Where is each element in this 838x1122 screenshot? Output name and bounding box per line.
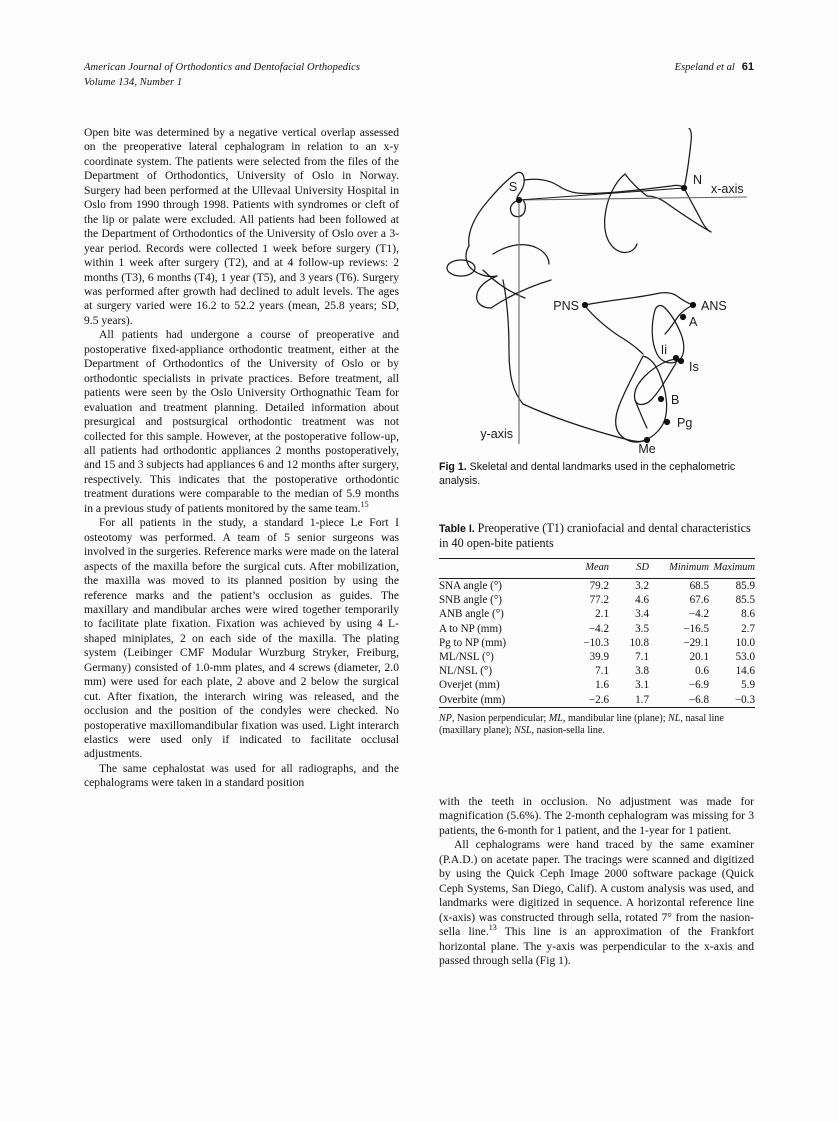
table-row xyxy=(439,607,755,621)
figure-caption-text: Skeletal and dental landmarks used in the cephalometric analysis. xyxy=(439,461,736,487)
figure-caption-label: Fig 1. xyxy=(439,461,467,473)
table-row xyxy=(439,693,755,708)
cell-sd: 3.5 xyxy=(635,622,649,635)
cell-name: SNA angle (°) xyxy=(439,579,559,594)
frontal-bone xyxy=(684,128,691,188)
cell-sd: 4.6 xyxy=(635,594,649,607)
landmark-point-B xyxy=(658,396,664,402)
label-S: S xyxy=(508,180,518,194)
right-text-column xyxy=(439,795,754,968)
mandibular-lower-border xyxy=(523,404,647,442)
cell-min: 0.6 xyxy=(695,665,709,678)
cell-min: −6.8 xyxy=(688,693,709,706)
table-header-row xyxy=(439,559,755,579)
label-Me: Me xyxy=(638,442,656,453)
paragraph-6 xyxy=(439,838,754,968)
cell-sd: 3.4 xyxy=(635,608,649,621)
column-header-sd: SD xyxy=(609,559,649,579)
cell-name: Pg to NP (mm) xyxy=(439,636,507,649)
occipital-condyle xyxy=(477,276,497,308)
journal-title: American Journal of Orthodontics and Dentofacial Orthopedics xyxy=(84,62,361,73)
cell-mean: 77.2 xyxy=(589,594,609,607)
cell-max: 5.9 xyxy=(741,679,755,692)
cell-sd: 3.1 xyxy=(635,679,649,692)
upper-incisor xyxy=(652,306,684,363)
cell-name: Overbite (mm) xyxy=(439,693,506,706)
label-Ii: Ii xyxy=(660,343,667,357)
cell-mean: −10.3 xyxy=(583,636,609,649)
table-footnote xyxy=(439,713,755,738)
paragraph-5: with the teeth in occlusion. No adjustment was made for magnification (5.6%). The 2-month cephalogram was missing for 3 patients, the 6-month for 1 patient, and the 1-year for 1 patient. xyxy=(439,795,754,837)
running-head-right xyxy=(675,60,754,75)
cell-max: 2.7 xyxy=(741,622,755,635)
cell-name: ANB angle (°) xyxy=(439,608,504,621)
landmark-points xyxy=(516,185,696,443)
paragraph-2 xyxy=(84,328,399,516)
label-B: B xyxy=(671,393,680,407)
reference-marker-13: 13 xyxy=(488,923,497,933)
running-head xyxy=(84,60,754,94)
cell-max: 85.5 xyxy=(735,594,755,607)
paragraph-4: The same cephalostat was used for all radiographs, and the cephalograms were taken in a standard position xyxy=(84,761,399,790)
reference-axes xyxy=(519,197,747,444)
landmark-point-N xyxy=(681,185,687,191)
table-footnote-text: NP, Nasion perpendicular; ML, mandibular line (plane); NL, nasal line (maxillary plane); NSL, nasion-sella line. xyxy=(439,712,724,737)
orbital-floor-curve xyxy=(605,174,637,253)
cell-min: 67.6 xyxy=(689,594,709,607)
ramus-posterior-border xyxy=(503,280,523,404)
cell-min: 68.5 xyxy=(649,579,709,594)
label-ANS: ANS xyxy=(701,299,727,313)
cell-mean: −4.2 xyxy=(588,622,609,635)
label-y-axis: y-axis xyxy=(480,427,513,441)
characteristics-table xyxy=(439,558,755,708)
landmark-point-S xyxy=(516,197,522,203)
left-text-column xyxy=(84,126,399,791)
posterior-cranial-base xyxy=(466,246,497,277)
paragraph-6-tail: This line is an approximation of the Frankfort horizontal plane. The y-axis was perpendicular to the x-axis and passed through sella (Fig 1). xyxy=(439,925,754,967)
table-row xyxy=(439,579,755,594)
nasal-dorsum xyxy=(684,188,711,232)
orbit-rim-upper xyxy=(625,174,647,196)
table-title-text: Preoperative (T1) craniofacial and dental characteristics in 40 open-bite patients xyxy=(439,521,751,550)
label-Is: Is xyxy=(689,360,699,374)
cell-mean: −2.6 xyxy=(588,693,609,706)
table-body xyxy=(439,579,755,708)
reference-marker-15: 15 xyxy=(360,499,369,509)
cell-name: Overjet (mm) xyxy=(439,679,500,692)
column-header-minimum: Minimum xyxy=(649,559,709,579)
column-header-mean: Mean xyxy=(559,559,609,579)
cell-max: 14.6 xyxy=(735,665,755,678)
figure-1-caption xyxy=(439,461,755,488)
table-row xyxy=(439,678,755,692)
landmark-point-Is xyxy=(678,358,684,364)
paragraph-6-text: All cephalograms were hand traced by the same examiner (P.A.D.) on acetate paper. The tracings were scanned and digitized by using the Quick Ceph Image 2000 software package (Quick Ceph Systems, San Diego, Calif). A custom analysis was used, and landmarks were digitized in sequence. A horizontal reference line (x-axis) was constructed through sella, rotated 7° from the nasion-sella line. xyxy=(439,838,754,939)
cell-max: 85.9 xyxy=(709,579,755,594)
cell-min: −6.9 xyxy=(688,679,709,692)
column-header-maximum: Maximum xyxy=(709,559,755,579)
cell-name: NL/NSL (°) xyxy=(439,665,493,678)
palatal-plane-upper xyxy=(585,293,693,305)
table-row xyxy=(439,664,755,678)
label-PNS: PNS xyxy=(553,299,579,313)
label-Pg: Pg xyxy=(677,416,693,430)
cell-mean: 1.6 xyxy=(595,679,609,692)
cell-min: −16.5 xyxy=(683,622,709,635)
label-x-axis: x-axis xyxy=(711,182,744,196)
cell-sd: 1.7 xyxy=(635,693,649,706)
table-label: Table I. xyxy=(439,523,475,535)
cephalogram-svg xyxy=(439,128,755,453)
page-number: 61 xyxy=(741,61,754,73)
cell-min: −29.1 xyxy=(683,636,709,649)
table-row xyxy=(439,636,755,650)
figure-1-cephalometric-tracing xyxy=(439,128,755,453)
label-N: N xyxy=(693,173,703,187)
running-head-left xyxy=(84,60,360,90)
paragraph-2-text: All patients had undergone a course of preoperative and postoperative fixed-appliance orthodontic treatment, either at the Department of Orthodontics of the University of Oslo or by orthodontic specialists in private practices. Before treatment, all patients were seen by the Oslo University Orthognathic Team for evaluation and treatment planning. Detailed information about presurgical and postsurgical orthodontic treatment was not collected for this sample. However, at the postoperative follow-up, all patients had orthodontic appliances 2 months postoperatively, and 15 and 3 subjects had appliances 6 and 12 months after surgery, respectively. This indicates that the postoperative orthodontic treatment durations were comparable to the median of 5.9 months in a previous study of patients monitored by the same team. xyxy=(84,328,399,515)
nasal-lower-border xyxy=(647,196,711,232)
landmark-labels xyxy=(480,173,743,453)
cell-name: SNB angle (°) xyxy=(439,594,502,607)
volume-issue: Volume 134, Number 1 xyxy=(84,77,183,88)
paragraph-1: Open bite was determined by a negative vertical overlap assessed on the preoperative lateral cephalogram in relation to an x-y coordinate system. The patients were selected from the files of the Department of Orthodontics, University of Oslo in Norway. Surgery had been performed at the Ullevaal University Hospital in Oslo from 1990 through 1998. Patients with syndromes or cleft of the lip or palate were excluded. All patients had been followed at the Department of Orthodontics of the University of Oslo over a 3-year period. Records were collected 1 week before surgery (T1), within 1 week after surgery (T2), and at 4 follow-up reviews: 2 months (T3), 6 months (T4), 1 year (T5), and 3 years (T6). Surgery was performed after growth had declined to adult levels. The ages at surgery varied were 16.2 to 52.2 years (mean, 25.8 years; SD, 9.5 years). xyxy=(84,126,399,327)
maxillary-tuberosity xyxy=(585,306,643,354)
table-row xyxy=(439,650,755,664)
landmark-point-ANS xyxy=(690,302,696,308)
cell-max: 53.0 xyxy=(735,651,755,664)
table-foot-rule xyxy=(439,707,755,708)
cell-min: −4.2 xyxy=(688,608,709,621)
cell-min: 20.1 xyxy=(689,651,709,664)
authors-short: Espeland et al xyxy=(674,62,735,73)
label-A: A xyxy=(689,315,698,329)
cell-mean: 2.1 xyxy=(595,608,609,621)
table-row xyxy=(439,622,755,636)
cell-sd: 3.8 xyxy=(635,665,649,678)
landmark-point-A xyxy=(680,314,686,320)
anterior-cranial-floor xyxy=(524,179,684,193)
cell-max: 10.0 xyxy=(735,636,755,649)
cell-mean: 7.1 xyxy=(595,665,609,678)
cell-mean: 79.2 xyxy=(559,579,609,594)
column-header-name xyxy=(439,559,559,579)
zygomatic-arch-upper xyxy=(493,245,549,264)
cell-sd: 7.1 xyxy=(635,651,649,664)
paragraph-3: For all patients in the study, a standard 1-piece Le Fort I osteotomy was performed. A team of 5 senior surgeons was involved in the surgeries. Reference marks were made on the lateral aspects of the maxilla before the surgical cuts. After mobilization, the maxilla was moved to its planned position by using the reference marks and the patient’s occlusion as guides. The maxillary and mandibular arches were wired together temporarily to facilitate plate fixation. Fixation was achieved by using 4 L-shaped miniplates, 2 on each side of the maxilla. The plating system (Leibinger CMF Modular Wurzburg Stryker, Freiburg, Germany) consisted of 1.0-mm plates, and 4 screws (diameter, 2.0 mm) were used for each plate, 2 above and 2 below the surgical cut. After fixation, the interarch wiring was released, and the occlusion and the position of the condyles were checked. No postoperative maxillomandibular fixation was used. Light interarch elastics were used only if indicated to facilitate occlusal adjustments. xyxy=(84,516,399,761)
landmark-point-Pg xyxy=(664,419,670,425)
cell-sd: 3.2 xyxy=(609,579,649,594)
cell-max: −0.3 xyxy=(734,693,755,706)
cell-mean: 39.9 xyxy=(589,651,609,664)
cell-max: 8.6 xyxy=(741,608,755,621)
table-1-block xyxy=(439,521,755,738)
cell-sd: 10.8 xyxy=(629,636,649,649)
cell-name: ML/NSL (°) xyxy=(439,651,494,664)
table-row xyxy=(439,593,755,607)
landmark-point-PNS xyxy=(582,302,588,308)
cell-name: A to NP (mm) xyxy=(439,622,502,635)
table-title xyxy=(439,521,755,551)
